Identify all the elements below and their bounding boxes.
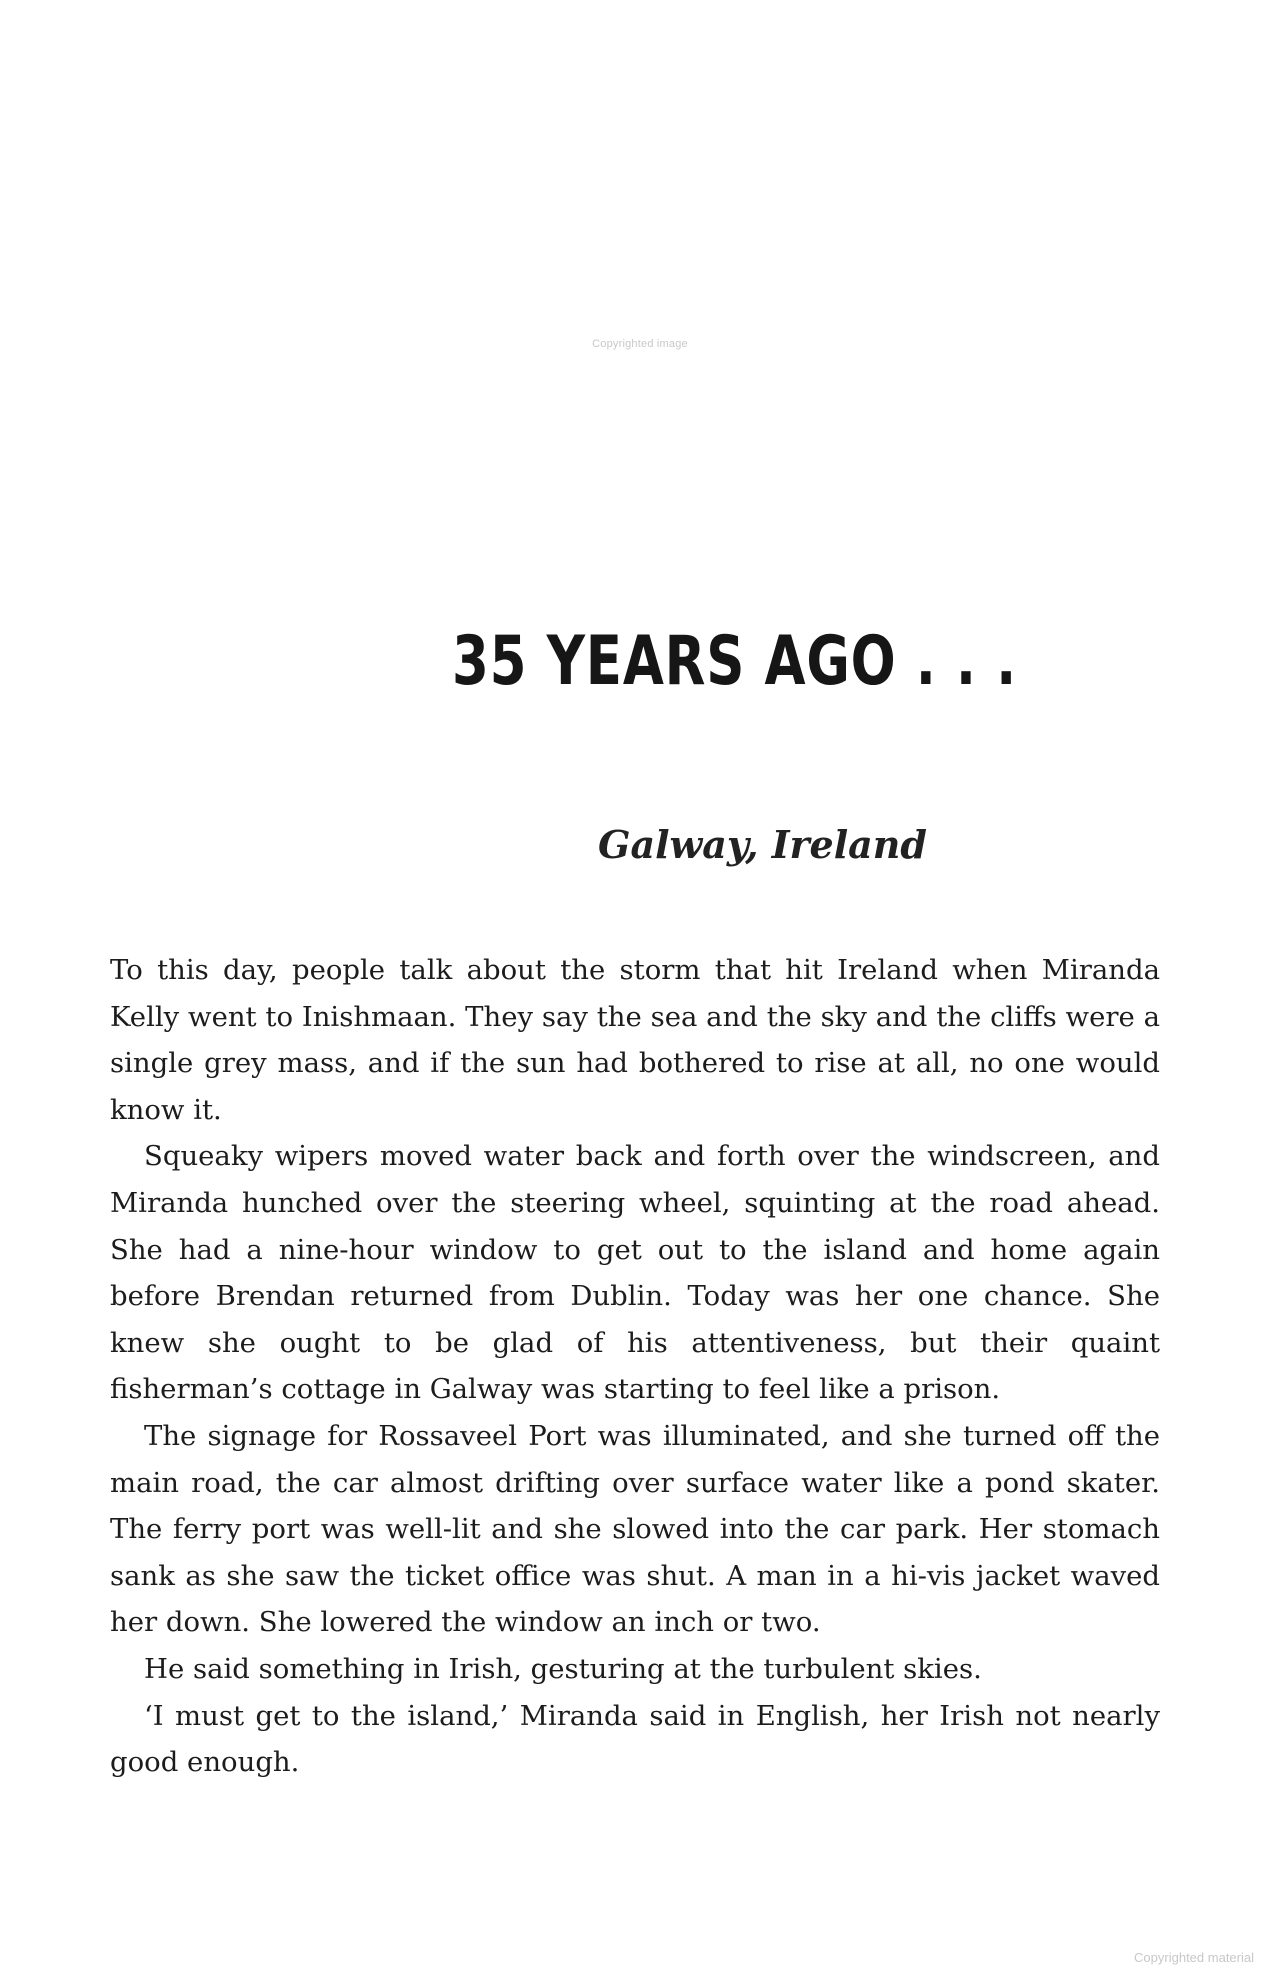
paragraph-1: To this day, people talk about the storm that hit Ireland when Miranda Kelly went to Inishmaan. They say the sea and the sky and the cliffs were a single grey mass, and if the sun had bothered to rise at all, no one would know it.	[110, 954, 1160, 1126]
chapter-body	[110, 947, 1160, 1786]
chapter-location: Galway, Ireland	[598, 822, 927, 867]
paragraph-2: Squeaky wipers moved water back and forth over the windscreen, and Miranda hunched over the steering wheel, squinting at the road ahead. She had a nine-hour window to get out to the island and home again before Brendan returned from Dublin. Today was her one chance. She knew she ought to be glad of his attentiveness, but their quaint fisherman’s cottage in Galway was starting to feel like a prison.	[110, 1140, 1160, 1406]
paragraph-3: The signage for Rossaveel Port was illuminated, and she turned off the main road, the car almost drifting over surface water like a pond skater. The ferry port was well-lit and she slowed into the car park. Her stomach sank as she saw the ticket office was shut. A man in a hi-vis jacket waved her down. She lowered the window an inch or two.	[110, 1419, 1160, 1639]
chapter-title: 35 YEARS AGO . . .	[452, 622, 1018, 701]
copyrighted-image-watermark: Copyrighted image	[592, 338, 688, 350]
paragraph-5: ‘I must get to the island,’ Miranda said in English, her Irish not nearly good enough.	[110, 1699, 1160, 1779]
paragraph-4: He said something in Irish, gesturing at the turbulent skies.	[144, 1652, 982, 1685]
copyrighted-material-watermark: Copyrighted material	[1134, 1950, 1254, 1965]
